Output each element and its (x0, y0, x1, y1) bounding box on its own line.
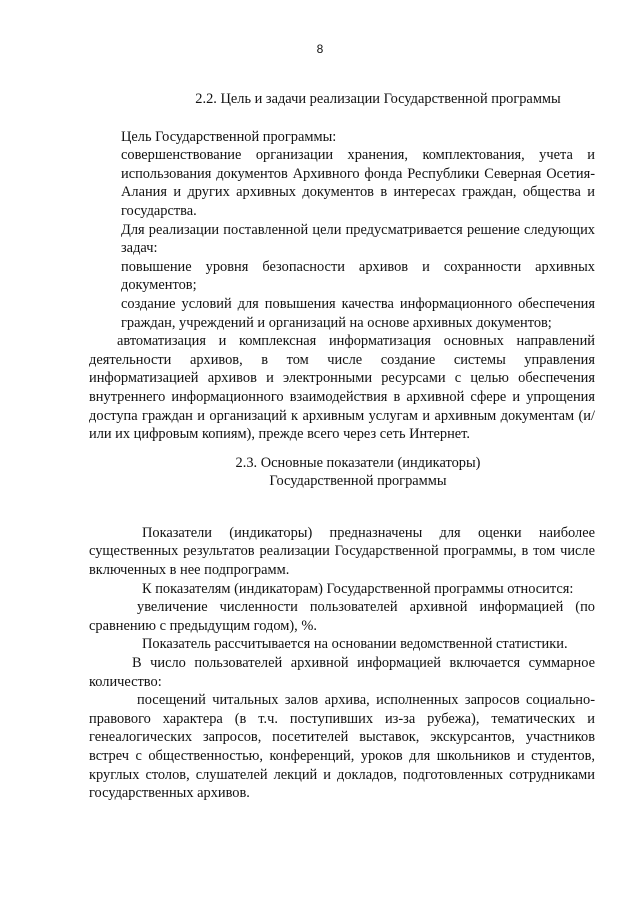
document-body (89, 90, 595, 803)
goal-text: совершенствование организации хранения, комплектования, учета и использования документов Архивного фонда Республики Северная Осетия-Алания и других архивных документов в интересах граждан, общества и государства. (121, 147, 595, 219)
indicators-paragraph-2: К показателям (индикаторам) Государственной программы относится: (142, 580, 574, 597)
task-item-3: автоматизация и комплексная информатизация основных направлений деятельности архивов, в том числе создание системы управления информатизацией архивов и электронными ресурсами с целью обеспечения внутреннего информационного взаимодействия в архивной сфере и упрощения доступа граждан и организаций к архивным услугам и архивным документам (и/или их цифровым копиям), прежде всего через сеть Интернет. (89, 333, 595, 443)
goal-label: Цель Государственной программы: (121, 128, 337, 145)
indicators-paragraph-5: В число пользователей архивной информацией включается суммарное количество: (89, 655, 595, 690)
indicators-paragraph-3: увеличение численности пользователей архивной информацией (по сравнению с предыдущим годом), %. (89, 599, 595, 634)
section-heading-2-3-line2: Государственной программы (269, 473, 447, 490)
indicators-paragraph-1: Показатели (индикаторы) предназначены для оценки наиболее существенных результатов реализации Государственной программы, в том числе включенных в нее подпрограмм. (89, 524, 595, 579)
page-number: 8 (316, 42, 324, 56)
task-item-1: повышение уровня безопасности архивов и сохранности архивных документов; (121, 258, 595, 294)
indicators-paragraph-4: Показатель рассчитывается на основании ведомственной статистики. (142, 636, 568, 653)
section-heading-2-3-line1: 2.3. Основные показатели (индикаторы) (235, 454, 481, 471)
indicators-paragraph-6: посещений читальных залов архива, исполненных запросов социально-правового характера (в т.ч. поступивших из-за рубежа), тематических и генеалогических запросов, посетителей выставок, экскурсантов, участников встреч с общественностью, конференций, уроков для школьников и студентов, круглых столов, слушателей лекций и докладов, подготовленных сотрудниками государственных архивов. (89, 692, 595, 802)
task-item-2: создание условий для повышения качества информационного обеспечения граждан, учреждений и организаций на основе архивных документов; (121, 295, 595, 331)
tasks-intro: Для реализации поставленной цели предусматривается решение следующих задач: (121, 221, 595, 257)
section-heading-2-2: 2.2. Цель и задачи реализации Государственной программы (195, 91, 561, 107)
